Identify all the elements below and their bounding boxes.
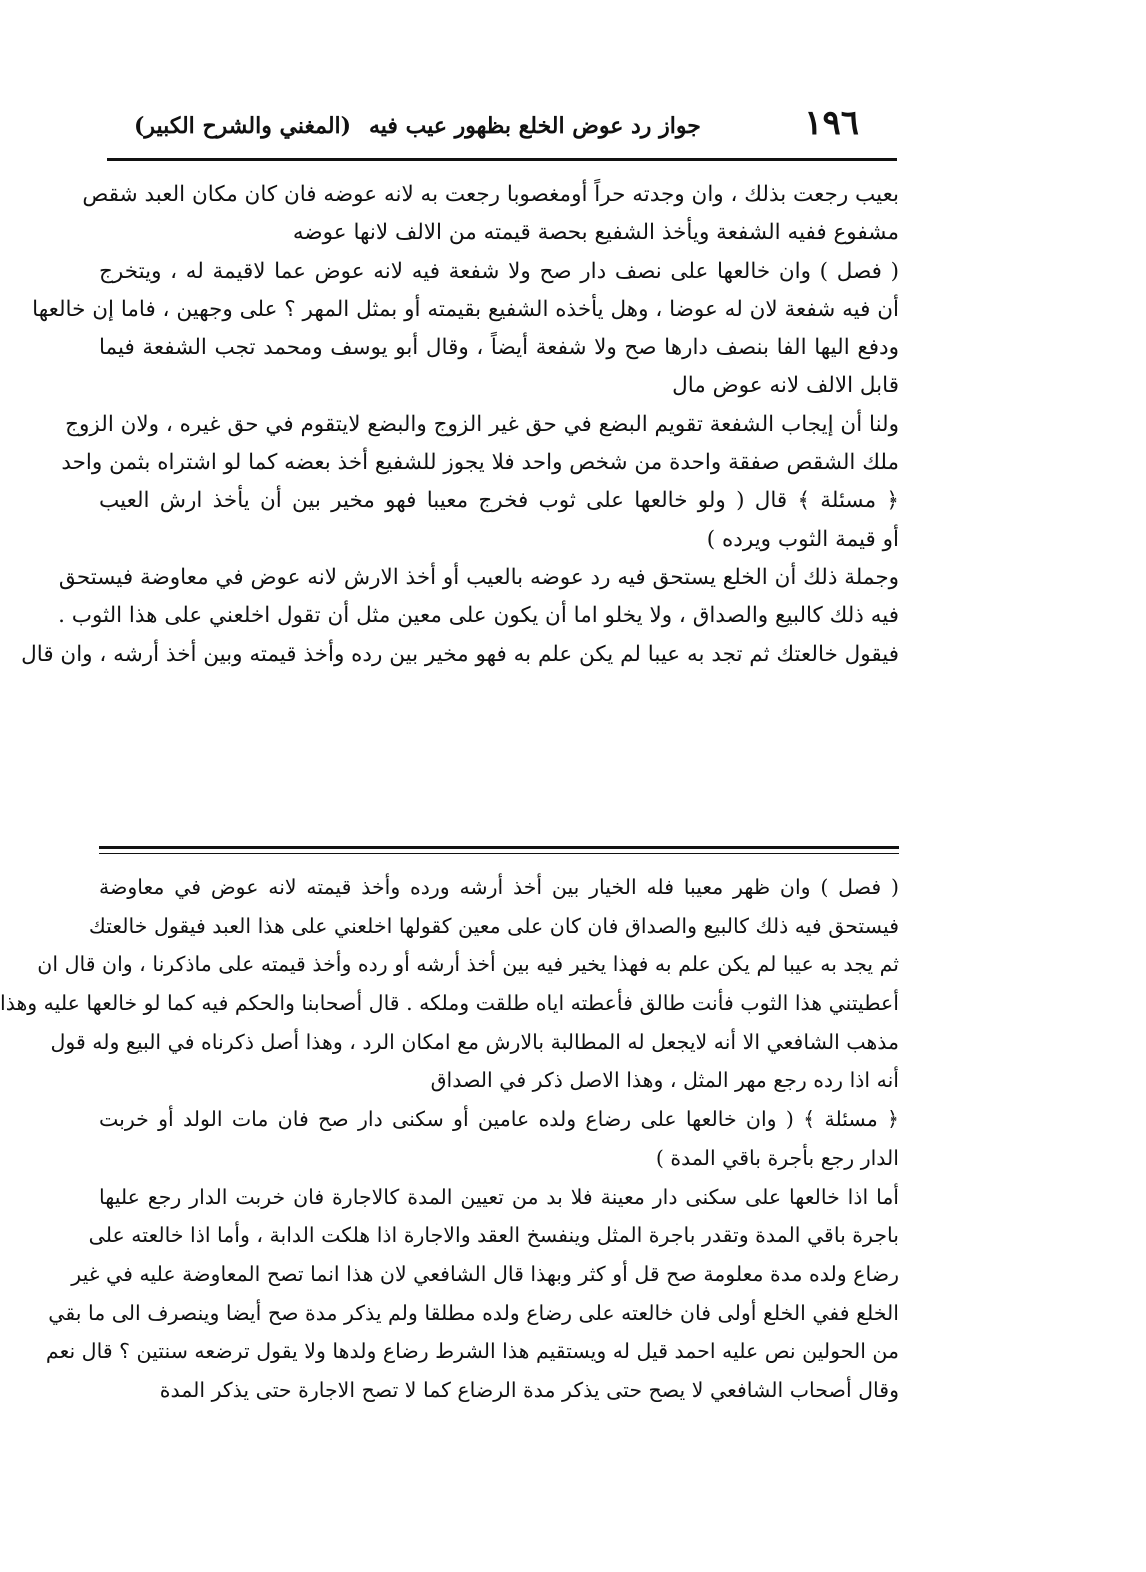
section-divider [99, 846, 899, 849]
text-line: وجملة ذلك أن الخلع يستحق فيه رد عوضه بالعيب أو أخذ الارش لانه عوض في معاوضة فيستحق [58, 564, 899, 590]
text-line: الدار رجع بأجرة باقي المدة ) [655, 1145, 899, 1170]
section-title: جواز رد عوض الخلع بظهور عيب فيه [369, 113, 701, 139]
header-rule [107, 158, 897, 161]
text-line: مشفوع ففيه الشفعة ويأخذ الشفيع بحصة قيمته من الالف لانها عوضه [292, 220, 899, 246]
page-number: ١٩٦ [804, 103, 859, 143]
text-line: ﴿ مسئلة ﴾ قال ( ولو خالعها على ثوب فخرج معيبا فهو مخير بين أن يأخذ ارش العيب [99, 488, 899, 514]
text-line: الخلع ففي الخلع أولى فان خالعته على رضاع ولده مطلقا ولم يذكر مدة صح أيضا وينصرف الى ما بقي [48, 1300, 899, 1325]
text-line: قابل الالف لانه عوض مال [672, 373, 899, 399]
text-line: باجرة باقي المدة وتقدر باجرة المثل وينفسخ العقد والاجارة اذا هلكت الدابة ، وأما اذا خالعته على [88, 1223, 899, 1248]
text-line: من الحولين نص عليه احمد قيل له ويستقيم هذا الشرط رضاع ولدها ولا يقول ترضعه سنتين ؟ قال نعم [45, 1339, 899, 1364]
text-line: فيه ذلك كالبيع والصداق ، ولا يخلو اما أن يكون على معين مثل أن تقول اخلعني على هذا الثوب . [58, 603, 899, 629]
sharh-text-block [0, 868, 899, 1410]
text-line: مذهب الشافعي الا أنه لايجعل له المطالبة بالارش مع امكان الرد ، وهذا أصل ذكرناه في البيع وله قول [50, 1029, 899, 1054]
main-text-block [21, 176, 899, 674]
text-line: أو قيمة الثوب ويرده ) [706, 526, 899, 552]
text-line: وقال أصحاب الشافعي لا يصح حتى يذكر مدة الرضاع كما لا تصح الاجارة حتى يذكر المدة [159, 1377, 899, 1402]
text-line: ثم يجد به عيبا لم يكن علم به فهذا يخير فيه بين أخذ أرشه أو رده وأخذ قيمته على ماذكرنا ، وان قال ان [37, 952, 899, 977]
text-line: أعطيتني هذا الثوب فأنت طالق فأعطته اياه طلقت وملكه . قال أصحابنا والحكم فيه كما لو خالعها عليه وهذا [0, 991, 899, 1016]
text-line: ولنا أن إيجاب الشفعة تقويم البضع في حق غير الزوج والبضع لايتقوم في حق غيره ، ولان الزوج [65, 411, 899, 437]
text-line: ﴿ مسئلة ﴾ ( وان خالعها على رضاع ولده عامين أو سكنى دار صح فان مات الولد أو خربت [99, 1107, 899, 1132]
text-line: ملك الشقص صفقة واحدة من شخص واحد فلا يجوز للشفيع أخذ بعضه كما لو اشتراه بثمن واحد [61, 450, 899, 476]
text-line: ( فصل ) وان ظهر معيبا فله الخيار بين أخذ أرشه ورده وأخذ قيمته لانه عوض في معاوضة [99, 875, 899, 899]
text-line: أن فيه شفعة لان له عوضا ، وهل يأخذه الشفيع بقيمته أو بمثل المهر ؟ على وجهين ، فاما إن خالعها [32, 296, 899, 322]
text-line: ودفع اليها الفا بنصف دارها صح ولا شفعة أيضاً ، وقال أبو يوسف ومحمد تجب الشفعة فيما [99, 335, 899, 361]
text-line: بعيب رجعت بذلك ، وان وجدته حراً أومغصوبا رجعت به لانه عوضه فان كان مكان العبد شقص [82, 182, 899, 207]
section-divider-thin [99, 853, 899, 854]
book-title: (المغني والشرح الكبير) [134, 113, 352, 139]
text-line: أنه اذا رده رجع مهر المثل ، وهذا الاصل ذكر في الصداق [430, 1068, 899, 1093]
text-line: فيقول خالعتك ثم تجد به عيبا لم يكن علم به فهو مخير بين رده وأخذ قيمته وبين أخذ أرشه ، وان قال [21, 641, 899, 667]
text-line: فيستحق فيه ذلك كالبيع والصداق فان كان على معين كقولها اخلعني على هذا العبد فيقول خالعتك [88, 913, 899, 938]
text-line: رضاع ولده مدة معلومة صح قل أو كثر وبهذا قال الشافعي لان هذا انما تصح المعاوضة عليه في غير [71, 1261, 899, 1286]
text-line: أما اذا خالعها على سكنى دار معينة فلا بد من تعيين المدة كالاجارة فان خربت الدار رجع عليها [99, 1184, 899, 1209]
text-line: ( فصل ) وان خالعها على نصف دار صح ولا شفعة فيه لانه عوض عما لاقيمة له ، ويتخرج [99, 258, 899, 284]
page-header [114, 105, 904, 155]
